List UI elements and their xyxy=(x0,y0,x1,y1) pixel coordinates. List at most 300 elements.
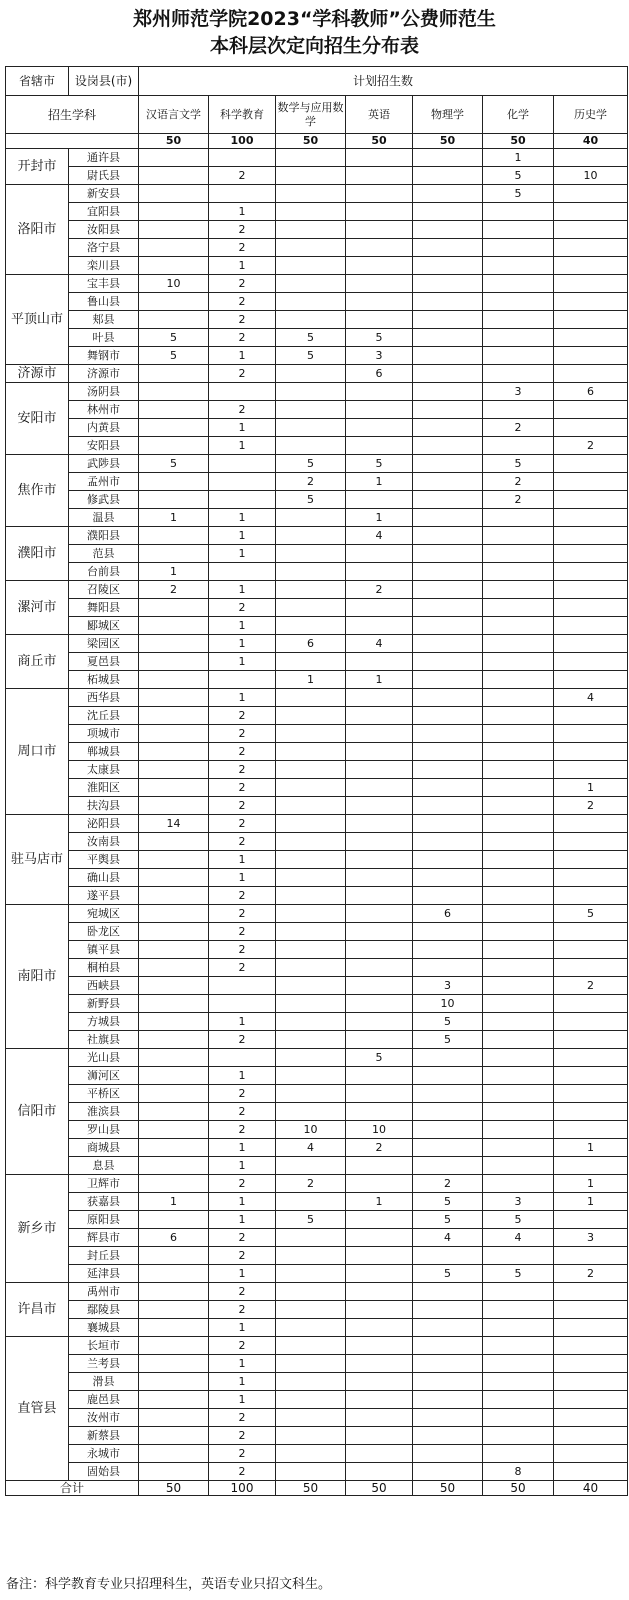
value-cell: 2 xyxy=(139,581,209,599)
value-cell xyxy=(139,185,209,203)
quota-cell: 50 xyxy=(346,134,413,149)
value-cell xyxy=(139,1049,209,1067)
city-cell: 许昌市 xyxy=(6,1283,69,1337)
value-cell xyxy=(276,149,346,167)
value-cell: 10 xyxy=(413,995,483,1013)
value-cell xyxy=(413,185,483,203)
value-cell xyxy=(413,1103,483,1121)
value-cell xyxy=(483,671,554,689)
value-cell xyxy=(276,1283,346,1301)
value-cell xyxy=(346,1427,413,1445)
value-cell xyxy=(554,959,628,977)
table-row xyxy=(6,1355,628,1373)
value-cell xyxy=(483,1049,554,1067)
county-cell: 卫辉市 xyxy=(69,1175,139,1193)
value-cell xyxy=(346,905,413,923)
value-cell xyxy=(483,329,554,347)
value-cell xyxy=(483,1031,554,1049)
value-cell xyxy=(139,1085,209,1103)
table-row xyxy=(6,365,628,383)
value-cell: 5 xyxy=(483,167,554,185)
value-cell xyxy=(554,1157,628,1175)
subject-header: 科学教育 xyxy=(209,96,276,134)
county-cell: 新野县 xyxy=(69,995,139,1013)
value-cell: 5 xyxy=(139,347,209,365)
value-cell xyxy=(346,1067,413,1085)
total-cell: 100 xyxy=(209,1481,276,1496)
value-cell xyxy=(346,653,413,671)
value-cell xyxy=(413,743,483,761)
value-cell xyxy=(554,149,628,167)
table-row xyxy=(6,959,628,977)
quota-label-blank xyxy=(6,134,139,149)
value-cell xyxy=(413,275,483,293)
value-cell xyxy=(209,671,276,689)
value-cell: 5 xyxy=(276,347,346,365)
value-cell xyxy=(483,977,554,995)
value-cell: 1 xyxy=(209,257,276,275)
county-cell: 郾城区 xyxy=(69,617,139,635)
value-cell xyxy=(346,1103,413,1121)
value-cell xyxy=(554,293,628,311)
value-cell xyxy=(413,1409,483,1427)
city-cell: 焦作市 xyxy=(6,455,69,527)
table-row xyxy=(6,1031,628,1049)
value-cell xyxy=(554,527,628,545)
value-cell xyxy=(483,527,554,545)
value-cell xyxy=(139,149,209,167)
county-cell: 郏县 xyxy=(69,311,139,329)
county-cell: 武陟县 xyxy=(69,455,139,473)
title-line-1: 郑州师范学院2023“学科教师”公费师范生 xyxy=(133,8,496,30)
table-row xyxy=(6,1301,628,1319)
table-row xyxy=(6,1265,628,1283)
table-row xyxy=(6,1211,628,1229)
value-cell: 1 xyxy=(209,1211,276,1229)
table-row xyxy=(6,509,628,527)
value-cell xyxy=(413,491,483,509)
value-cell: 1 xyxy=(209,617,276,635)
county-cell: 卧龙区 xyxy=(69,923,139,941)
value-cell xyxy=(554,1031,628,1049)
table-row xyxy=(6,941,628,959)
title-line-2: 本科层次定向招生分布表 xyxy=(209,35,419,57)
value-cell xyxy=(483,1355,554,1373)
county-cell: 鲁山县 xyxy=(69,293,139,311)
value-cell xyxy=(346,851,413,869)
county-cell: 滑县 xyxy=(69,1373,139,1391)
value-cell: 2 xyxy=(209,1445,276,1463)
value-cell: 1 xyxy=(209,635,276,653)
value-cell: 5 xyxy=(276,455,346,473)
value-cell xyxy=(139,365,209,383)
value-cell xyxy=(276,995,346,1013)
subject-header: 化学 xyxy=(483,96,554,134)
value-cell xyxy=(346,1085,413,1103)
value-cell xyxy=(139,527,209,545)
table-row xyxy=(6,707,628,725)
value-cell xyxy=(554,419,628,437)
value-cell xyxy=(413,1391,483,1409)
value-cell xyxy=(139,725,209,743)
value-cell: 2 xyxy=(209,905,276,923)
value-cell xyxy=(483,689,554,707)
county-cell: 淮阳区 xyxy=(69,779,139,797)
value-cell xyxy=(139,905,209,923)
value-cell xyxy=(139,1175,209,1193)
value-cell xyxy=(276,203,346,221)
county-cell: 西华县 xyxy=(69,689,139,707)
value-cell: 2 xyxy=(483,473,554,491)
value-cell xyxy=(276,653,346,671)
value-cell xyxy=(139,941,209,959)
value-cell xyxy=(554,887,628,905)
value-cell xyxy=(139,671,209,689)
value-cell: 5 xyxy=(413,1211,483,1229)
value-cell: 5 xyxy=(276,491,346,509)
value-cell xyxy=(413,869,483,887)
value-cell xyxy=(139,599,209,617)
value-cell xyxy=(276,707,346,725)
value-cell xyxy=(346,275,413,293)
value-cell xyxy=(554,851,628,869)
value-cell xyxy=(276,1229,346,1247)
value-cell xyxy=(276,545,346,563)
value-cell xyxy=(139,1067,209,1085)
table-row xyxy=(6,815,628,833)
value-cell: 2 xyxy=(276,1175,346,1193)
value-cell xyxy=(483,1103,554,1121)
value-cell xyxy=(346,743,413,761)
value-cell: 2 xyxy=(209,167,276,185)
table-row xyxy=(6,1049,628,1067)
value-cell xyxy=(346,1301,413,1319)
value-cell xyxy=(413,1373,483,1391)
value-cell xyxy=(276,437,346,455)
value-cell xyxy=(139,293,209,311)
county-cell: 遂平县 xyxy=(69,887,139,905)
county-cell: 商城县 xyxy=(69,1139,139,1157)
value-cell: 2 xyxy=(209,1103,276,1121)
value-cell xyxy=(483,203,554,221)
value-cell xyxy=(483,797,554,815)
table-row xyxy=(6,617,628,635)
value-cell xyxy=(276,617,346,635)
value-cell xyxy=(276,1409,346,1427)
value-cell xyxy=(139,1427,209,1445)
table-row xyxy=(6,995,628,1013)
value-cell xyxy=(483,1391,554,1409)
value-cell: 4 xyxy=(276,1139,346,1157)
value-cell xyxy=(554,1337,628,1355)
county-cell: 获嘉县 xyxy=(69,1193,139,1211)
county-cell: 宝丰县 xyxy=(69,275,139,293)
value-cell xyxy=(276,1049,346,1067)
value-cell xyxy=(554,1463,628,1481)
value-cell: 2 xyxy=(209,923,276,941)
value-cell xyxy=(139,1157,209,1175)
city-cell: 新乡市 xyxy=(6,1175,69,1283)
value-cell: 6 xyxy=(276,635,346,653)
value-cell xyxy=(139,1247,209,1265)
value-cell xyxy=(139,653,209,671)
table-row xyxy=(6,725,628,743)
table-row xyxy=(6,743,628,761)
value-cell xyxy=(483,437,554,455)
table-row xyxy=(6,239,628,257)
value-cell: 3 xyxy=(483,383,554,401)
value-cell xyxy=(483,401,554,419)
value-cell: 14 xyxy=(139,815,209,833)
value-cell xyxy=(483,1373,554,1391)
county-cell: 济源市 xyxy=(69,365,139,383)
value-cell xyxy=(346,869,413,887)
county-cell: 平舆县 xyxy=(69,851,139,869)
value-cell xyxy=(554,1103,628,1121)
value-cell xyxy=(483,1157,554,1175)
table-row xyxy=(6,257,628,275)
table-row xyxy=(6,455,628,473)
value-cell: 2 xyxy=(209,941,276,959)
county-cell: 洛宁县 xyxy=(69,239,139,257)
county-cell: 内黄县 xyxy=(69,419,139,437)
value-cell xyxy=(413,887,483,905)
value-cell xyxy=(483,365,554,383)
value-cell: 6 xyxy=(554,383,628,401)
table-row xyxy=(6,329,628,347)
table-row xyxy=(6,545,628,563)
county-cell: 禹州市 xyxy=(69,1283,139,1301)
county-cell: 舞阳县 xyxy=(69,599,139,617)
value-cell xyxy=(413,761,483,779)
value-cell: 2 xyxy=(209,1337,276,1355)
value-cell xyxy=(346,1319,413,1337)
value-cell xyxy=(346,1229,413,1247)
value-cell xyxy=(554,815,628,833)
value-cell: 2 xyxy=(554,1265,628,1283)
value-cell: 1 xyxy=(209,545,276,563)
total-label: 合计 xyxy=(6,1481,139,1496)
value-cell xyxy=(413,239,483,257)
value-cell xyxy=(346,239,413,257)
value-cell xyxy=(413,563,483,581)
county-cell: 镇平县 xyxy=(69,941,139,959)
value-cell: 5 xyxy=(483,185,554,203)
value-cell xyxy=(413,149,483,167)
value-cell xyxy=(483,617,554,635)
value-cell xyxy=(554,185,628,203)
value-cell xyxy=(346,725,413,743)
value-cell xyxy=(413,347,483,365)
value-cell xyxy=(413,617,483,635)
value-cell xyxy=(413,311,483,329)
county-cell: 汝州市 xyxy=(69,1409,139,1427)
value-cell xyxy=(346,797,413,815)
value-cell xyxy=(346,401,413,419)
value-cell xyxy=(209,563,276,581)
value-cell xyxy=(139,1463,209,1481)
value-cell xyxy=(276,1463,346,1481)
value-cell xyxy=(413,1085,483,1103)
table-row xyxy=(6,401,628,419)
value-cell xyxy=(413,671,483,689)
county-cell: 栾川县 xyxy=(69,257,139,275)
city-cell: 安阳市 xyxy=(6,383,69,455)
table-row xyxy=(6,1463,628,1481)
table-row xyxy=(6,1283,628,1301)
value-cell xyxy=(139,1103,209,1121)
county-cell: 罗山县 xyxy=(69,1121,139,1139)
value-cell: 2 xyxy=(209,1085,276,1103)
county-cell: 兰考县 xyxy=(69,1355,139,1373)
county-cell: 光山县 xyxy=(69,1049,139,1067)
table-row xyxy=(6,275,628,293)
value-cell: 2 xyxy=(554,977,628,995)
value-cell xyxy=(413,221,483,239)
value-cell xyxy=(276,1301,346,1319)
county-cell: 项城市 xyxy=(69,725,139,743)
city-cell: 商丘市 xyxy=(6,635,69,689)
value-cell: 2 xyxy=(209,1175,276,1193)
value-cell xyxy=(554,545,628,563)
value-cell xyxy=(276,977,346,995)
value-cell xyxy=(346,149,413,167)
value-cell: 2 xyxy=(209,221,276,239)
header-plan: 计划招生数 xyxy=(139,67,628,96)
value-cell xyxy=(276,1319,346,1337)
value-cell xyxy=(413,581,483,599)
value-cell xyxy=(276,1373,346,1391)
table-row xyxy=(6,1337,628,1355)
value-cell xyxy=(554,329,628,347)
value-cell: 1 xyxy=(346,473,413,491)
value-cell xyxy=(413,509,483,527)
value-cell xyxy=(554,1445,628,1463)
county-cell: 召陵区 xyxy=(69,581,139,599)
table-row xyxy=(6,527,628,545)
value-cell: 1 xyxy=(209,1067,276,1085)
value-cell xyxy=(346,383,413,401)
value-cell xyxy=(413,365,483,383)
value-cell xyxy=(483,1013,554,1031)
value-cell xyxy=(346,167,413,185)
value-cell xyxy=(554,473,628,491)
value-cell xyxy=(346,1463,413,1481)
value-cell: 2 xyxy=(209,1427,276,1445)
value-cell xyxy=(483,653,554,671)
value-cell xyxy=(276,401,346,419)
table-row xyxy=(6,1247,628,1265)
value-cell xyxy=(483,761,554,779)
value-cell xyxy=(413,1445,483,1463)
table-row xyxy=(6,1445,628,1463)
value-cell xyxy=(276,905,346,923)
table-row xyxy=(6,977,628,995)
value-cell xyxy=(139,923,209,941)
value-cell: 1 xyxy=(139,509,209,527)
city-cell: 洛阳市 xyxy=(6,185,69,275)
value-cell xyxy=(554,347,628,365)
value-cell xyxy=(413,599,483,617)
value-cell: 1 xyxy=(346,671,413,689)
value-cell xyxy=(554,599,628,617)
county-cell: 社旗县 xyxy=(69,1031,139,1049)
value-cell: 2 xyxy=(346,581,413,599)
value-cell xyxy=(276,167,346,185)
value-cell xyxy=(554,923,628,941)
quota-cell: 50 xyxy=(413,134,483,149)
county-cell: 濮阳县 xyxy=(69,527,139,545)
value-cell xyxy=(413,959,483,977)
value-cell xyxy=(346,977,413,995)
value-cell xyxy=(139,1355,209,1373)
county-cell: 汝阳县 xyxy=(69,221,139,239)
value-cell xyxy=(554,869,628,887)
value-cell: 1 xyxy=(346,509,413,527)
value-cell xyxy=(276,1265,346,1283)
value-cell: 5 xyxy=(413,1031,483,1049)
value-cell: 1 xyxy=(139,1193,209,1211)
value-cell: 5 xyxy=(483,455,554,473)
value-cell: 1 xyxy=(346,1193,413,1211)
value-cell: 1 xyxy=(554,779,628,797)
value-cell xyxy=(276,257,346,275)
county-cell: 长垣市 xyxy=(69,1337,139,1355)
value-cell: 1 xyxy=(209,1373,276,1391)
value-cell: 1 xyxy=(483,149,554,167)
value-cell xyxy=(346,311,413,329)
value-cell xyxy=(346,491,413,509)
value-cell xyxy=(276,1013,346,1031)
value-cell xyxy=(209,383,276,401)
value-cell xyxy=(483,905,554,923)
value-cell: 6 xyxy=(139,1229,209,1247)
county-cell: 方城县 xyxy=(69,1013,139,1031)
city-cell: 漯河市 xyxy=(6,581,69,635)
value-cell xyxy=(346,887,413,905)
value-cell xyxy=(139,1013,209,1031)
value-cell xyxy=(346,293,413,311)
value-cell xyxy=(554,1301,628,1319)
value-cell: 2 xyxy=(209,833,276,851)
value-cell: 4 xyxy=(346,635,413,653)
value-cell xyxy=(413,257,483,275)
value-cell xyxy=(346,779,413,797)
value-cell xyxy=(483,1247,554,1265)
county-cell: 柘城县 xyxy=(69,671,139,689)
value-cell xyxy=(346,185,413,203)
value-cell xyxy=(276,1031,346,1049)
value-cell: 10 xyxy=(346,1121,413,1139)
value-cell xyxy=(346,419,413,437)
value-cell xyxy=(276,311,346,329)
table-row xyxy=(6,1373,628,1391)
value-cell xyxy=(413,437,483,455)
value-cell xyxy=(554,635,628,653)
value-cell xyxy=(413,455,483,473)
value-cell xyxy=(276,275,346,293)
table-row xyxy=(6,419,628,437)
value-cell xyxy=(276,1193,346,1211)
quota-cell: 100 xyxy=(209,134,276,149)
header-row-1 xyxy=(6,67,628,96)
table-row xyxy=(6,1229,628,1247)
table-row xyxy=(6,1103,628,1121)
value-cell: 1 xyxy=(139,563,209,581)
value-cell xyxy=(139,473,209,491)
value-cell xyxy=(413,1319,483,1337)
value-cell xyxy=(346,1247,413,1265)
